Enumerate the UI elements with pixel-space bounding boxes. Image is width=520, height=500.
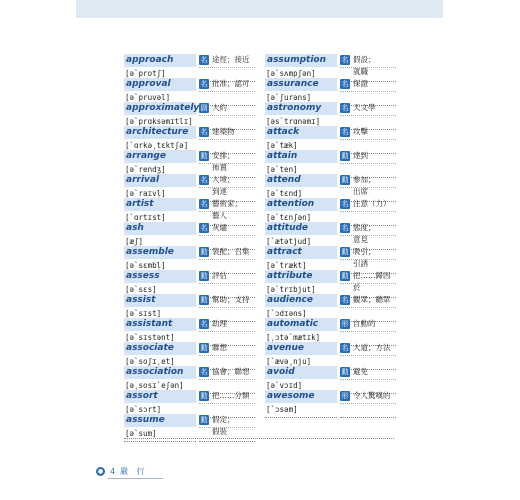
vocab-meaning <box>353 342 399 354</box>
meaning-line: 把……歸因 <box>353 271 391 280</box>
dotted-rule <box>199 187 255 188</box>
vocab-word: approach <box>124 54 196 67</box>
vocab-meaning <box>353 318 399 330</box>
meaning-line: 安排； <box>212 151 235 160</box>
vocab-meaning <box>212 174 258 198</box>
dotted-rule <box>199 403 255 404</box>
vocab-word: associate <box>124 342 196 355</box>
part-of-speech-badge: 名 <box>341 128 349 136</box>
vocab-entry <box>265 318 396 342</box>
dotted-rule <box>340 163 396 164</box>
vocab-phonetic: [`ætətjud] <box>266 237 312 246</box>
meaning-line: 批准；認可 <box>212 79 250 88</box>
part-of-speech-badge: 名 <box>200 320 208 328</box>
part-of-speech-badge: 名 <box>200 80 208 88</box>
vocab-word: attain <box>265 150 337 163</box>
word-column-left <box>124 54 255 438</box>
part-of-speech-badge: 形 <box>341 392 349 400</box>
vocab-meaning <box>353 270 399 294</box>
vocab-word: audience <box>265 294 337 307</box>
dotted-rule <box>199 427 255 428</box>
vocab-meaning <box>212 102 258 114</box>
vocab-meaning <box>212 366 258 378</box>
vocab-phonetic: [ə`sɛmbḷ] <box>125 261 166 270</box>
dotted-rule <box>199 211 255 212</box>
part-of-speech-badge: 名 <box>341 296 349 304</box>
footer-underline <box>108 478 163 479</box>
vocab-word: association <box>124 366 196 379</box>
vocab-phonetic: [əs`trɑnəmɪ] <box>266 117 321 126</box>
vocab-entry <box>124 318 255 342</box>
vocab-entry <box>265 198 396 222</box>
vocab-word: artist <box>124 198 196 211</box>
vocab-phonetic: [ə`sʌmpʃən] <box>266 69 316 78</box>
vocab-word: awesome <box>265 390 337 403</box>
meaning-line: 天文學 <box>353 103 376 112</box>
meaning-line: 幫助；支持 <box>212 295 250 304</box>
meaning-line: 態度； <box>353 223 376 232</box>
meaning-line: 吸引； <box>353 247 376 256</box>
vocab-entry <box>124 342 255 366</box>
part-of-speech-badge: 名 <box>341 224 349 232</box>
footer-bullet-icon: ● <box>97 468 104 475</box>
meaning-line: 裝配；召集 <box>212 247 250 256</box>
part-of-speech-badge: 名 <box>200 200 208 208</box>
vocab-word: approval <box>124 78 196 91</box>
part-of-speech-badge: 副 <box>200 104 208 112</box>
vocab-entry <box>124 174 255 198</box>
vocab-phonetic: [ə`vɔɪd] <box>266 381 303 390</box>
vocab-entry <box>265 222 396 246</box>
bottom-divider <box>124 438 394 439</box>
vocab-phonetic: [ə`sɪst] <box>125 309 162 318</box>
meaning-line: 假設； <box>353 55 376 64</box>
part-of-speech-badge: 名 <box>341 344 349 352</box>
vocab-word: architecture <box>124 126 196 139</box>
dotted-rule <box>340 259 396 260</box>
vocab-entry <box>124 366 255 390</box>
meaning-line: 協會；聯想 <box>212 367 250 376</box>
meaning-line: 到達 <box>212 187 227 196</box>
vocab-entry <box>265 54 396 78</box>
vocab-meaning <box>212 126 258 138</box>
vocab-phonetic: [ə`ten] <box>266 165 298 174</box>
meaning-line: 於 <box>353 283 361 292</box>
vocab-meaning <box>212 198 258 222</box>
vocab-phonetic: [͵ɔtə`mætɪk] <box>266 333 321 342</box>
vocab-entry <box>265 246 396 270</box>
vocab-phonetic: [`ɔdɪəns] <box>266 309 307 318</box>
vocab-word: avoid <box>265 366 337 379</box>
vocab-entry <box>124 246 255 270</box>
dotted-rule <box>199 91 255 92</box>
vocab-entry <box>265 174 396 198</box>
dotted-rule <box>340 307 396 308</box>
vocab-word: attend <box>265 174 337 187</box>
dotted-rule <box>340 379 396 380</box>
vocab-word: approximately <box>126 103 200 113</box>
meaning-line: 引誘 <box>353 259 368 268</box>
vocab-word: assist <box>124 294 196 307</box>
dotted-rule <box>199 331 255 332</box>
vocab-entry <box>124 78 255 102</box>
word-column-right <box>265 54 396 414</box>
part-of-speech-badge: 動 <box>200 344 208 352</box>
dotted-rule <box>340 283 396 284</box>
part-of-speech-badge: 動 <box>341 176 349 184</box>
meaning-line: 參加； <box>353 175 376 184</box>
vocab-meaning <box>353 54 399 78</box>
dotted-rule <box>199 235 255 236</box>
meaning-line: 自動的 <box>353 319 376 328</box>
vocab-meaning <box>353 102 399 114</box>
meaning-line: 建築物 <box>212 127 235 136</box>
meaning-line: 把……分類 <box>212 391 250 400</box>
meaning-line: 出席 <box>353 187 368 196</box>
part-of-speech-badge: 名 <box>200 368 208 376</box>
vocab-meaning <box>212 246 258 258</box>
part-of-speech-badge: 動 <box>200 272 208 280</box>
vocab-meaning <box>212 270 258 282</box>
meaning-line: 藝術家； <box>212 199 242 208</box>
vocab-word: assistant <box>124 318 196 331</box>
vocab-word: attack <box>265 126 337 139</box>
vocab-word: assemble <box>124 246 196 259</box>
vocab-meaning <box>353 246 399 270</box>
vocab-word: assort <box>124 390 196 403</box>
vocab-word: arrival <box>124 174 196 187</box>
dotted-rule <box>199 379 255 380</box>
meaning-line: 佈置 <box>212 163 227 172</box>
meaning-line: 令人驚嘆的 <box>353 391 391 400</box>
vocab-entry <box>124 414 255 438</box>
vocab-entry <box>124 102 255 126</box>
vocab-word: ash <box>124 222 196 235</box>
part-of-speech-badge: 名 <box>341 200 349 208</box>
meaning-line: 聯想 <box>212 343 227 352</box>
meaning-line: 觀眾；聽眾 <box>353 295 391 304</box>
part-of-speech-badge: 形 <box>341 320 349 328</box>
meaning-line: 就職 <box>353 67 368 76</box>
vocab-entry <box>265 126 396 150</box>
dotted-rule <box>340 187 396 188</box>
vocab-meaning <box>353 390 399 402</box>
vocab-meaning <box>353 150 399 162</box>
meaning-line: 入境； <box>212 175 235 184</box>
meaning-line: 藝人 <box>212 211 227 220</box>
vocab-entry <box>124 390 255 414</box>
part-of-speech-badge: 動 <box>341 272 349 280</box>
vocab-entry <box>265 366 396 390</box>
vocab-phonetic: [ə`raɪvḷ] <box>125 189 166 198</box>
meaning-line: 注意（力） <box>353 199 391 208</box>
vocab-word: attract <box>265 246 337 259</box>
vocab-meaning <box>212 150 258 174</box>
part-of-speech-badge: 動 <box>200 392 208 400</box>
vocab-phonetic: [æʃ] <box>125 237 144 246</box>
vocab-phonetic: [ə`sɔrt] <box>125 405 162 414</box>
vocab-word: automatic <box>265 318 337 331</box>
vocab-entry <box>265 342 396 366</box>
part-of-speech-badge: 名 <box>341 56 349 64</box>
vocab-word: astronomy <box>265 102 337 115</box>
part-of-speech-badge: 名 <box>341 104 349 112</box>
dotted-rule <box>199 283 255 284</box>
part-of-speech-badge: 動 <box>341 368 349 376</box>
vocab-word: attribute <box>265 270 337 283</box>
vocab-word: assess <box>124 270 196 283</box>
part-of-speech-badge: 動 <box>341 248 349 256</box>
vocab-meaning <box>212 390 258 402</box>
vocab-word: assume <box>124 414 196 427</box>
vocab-entry <box>124 270 255 294</box>
vocab-phonetic: [ə`rendʒ] <box>125 165 166 174</box>
vocab-meaning <box>353 294 399 306</box>
vocab-word: arrange <box>124 150 196 163</box>
vocab-word: avenue <box>265 342 337 355</box>
vocab-phonetic: [ə`soʃɪ͵et] <box>125 357 175 366</box>
part-of-speech-badge: 動 <box>341 152 349 160</box>
vocab-phonetic: [ə`sum] <box>125 429 157 438</box>
dotted-rule <box>340 91 396 92</box>
footer-title: 嚴 行 <box>120 467 148 476</box>
dotted-rule <box>124 441 196 442</box>
page-number: 4 <box>110 467 116 476</box>
meaning-line: 意見 <box>353 235 368 244</box>
vocab-phonetic: [ə`prɑksəmɪtlɪ] <box>125 117 193 126</box>
vocab-meaning <box>212 78 258 90</box>
page-footer <box>96 465 162 479</box>
vocab-phonetic: [`ævə͵nju] <box>266 357 312 366</box>
part-of-speech-badge: 動 <box>200 152 208 160</box>
vocab-word: attention <box>265 198 337 211</box>
part-of-speech-badge: 動 <box>200 416 208 424</box>
vocab-word: attitude <box>265 222 337 235</box>
meaning-line: 助理 <box>212 319 227 328</box>
meaning-line: 保證 <box>353 79 368 88</box>
meaning-line: 評估 <box>212 271 227 280</box>
part-of-speech-badge: 名 <box>341 80 349 88</box>
vocab-meaning <box>353 222 399 246</box>
vocab-phonetic: [ə`pruvəl] <box>125 93 171 102</box>
dotted-rule <box>199 355 255 356</box>
meaning-line: 達到 <box>353 151 368 160</box>
vocab-entry <box>265 150 396 174</box>
vocab-meaning <box>353 78 399 90</box>
meaning-line: 攻擊 <box>353 127 368 136</box>
vocab-entry <box>265 390 396 414</box>
vocab-phonetic: [`ɑrtɪst] <box>125 213 166 222</box>
vocab-entry <box>124 294 255 318</box>
vocab-entry <box>124 198 255 222</box>
dotted-rule <box>340 67 396 68</box>
meaning-line: 避免 <box>353 367 368 376</box>
vocab-entry <box>265 78 396 102</box>
dotted-rule <box>340 139 396 140</box>
vocab-meaning <box>212 342 258 354</box>
vocab-word: assurance <box>265 78 337 91</box>
dotted-rule <box>199 115 255 116</box>
vocab-phonetic: [ə`sɪstənt] <box>125 333 175 342</box>
vocab-entry <box>124 150 255 174</box>
vocab-phonetic: [`ɔsəm] <box>266 405 298 414</box>
part-of-speech-badge: 名 <box>200 128 208 136</box>
part-of-speech-badge: 名 <box>200 56 208 64</box>
vocab-phonetic: [ə`sɛs] <box>125 285 157 294</box>
vocab-phonetic: [ə`trɪbjut] <box>266 285 316 294</box>
vocab-word: assumption <box>265 54 337 67</box>
vocab-meaning <box>212 318 258 330</box>
meaning-line: 大約 <box>212 103 227 112</box>
dotted-rule <box>340 235 396 236</box>
dotted-rule <box>340 355 396 356</box>
meaning-line: 途徑；接近 <box>212 55 250 64</box>
vocab-meaning <box>212 414 258 438</box>
vocab-meaning <box>212 54 258 66</box>
vocab-phonetic: [ə`tɛnʃən] <box>266 213 312 222</box>
dotted-rule <box>340 211 396 212</box>
part-of-speech-badge: 名 <box>200 176 208 184</box>
part-of-speech-badge: 動 <box>200 248 208 256</box>
top-header-band <box>76 0 443 18</box>
part-of-speech-badge: 名 <box>200 224 208 232</box>
vocab-meaning <box>353 366 399 378</box>
vocab-phonetic: [ə`ʃurəns] <box>266 93 312 102</box>
dotted-rule <box>265 417 337 418</box>
dotted-rule <box>199 163 255 164</box>
meaning-line: 大道；方法 <box>353 343 391 352</box>
dotted-rule <box>199 67 255 68</box>
vocab-phonetic: [`ɑrkə͵tɛktʃə] <box>125 141 189 150</box>
vocab-phonetic: [ə`protʃ] <box>125 69 166 78</box>
vocab-entry <box>265 102 396 126</box>
vocab-meaning <box>212 294 258 306</box>
vocab-phonetic: [ə͵sosɪ`eʃən] <box>125 381 184 390</box>
dotted-rule <box>199 259 255 260</box>
dotted-rule <box>340 403 396 404</box>
vocab-entry <box>124 222 255 246</box>
vocab-entry <box>124 126 255 150</box>
vocab-meaning <box>353 174 399 198</box>
meaning-line: 灰燼 <box>212 223 227 232</box>
vocab-phonetic: [ə`trækt] <box>266 261 307 270</box>
vocab-entry <box>124 54 255 78</box>
dotted-rule <box>340 115 396 116</box>
vocab-phonetic: [ə`tɛnd] <box>266 189 303 198</box>
vocab-phonetic: [ə`tæk] <box>266 141 298 150</box>
vocab-meaning <box>212 222 258 234</box>
vocab-meaning <box>353 198 399 210</box>
vocab-entry <box>265 294 396 318</box>
dotted-rule <box>199 139 255 140</box>
dotted-rule <box>340 417 396 418</box>
vocab-entry <box>265 270 396 294</box>
part-of-speech-badge: 動 <box>200 296 208 304</box>
meaning-line: 假裝 <box>212 427 227 436</box>
vocab-meaning <box>353 126 399 138</box>
meaning-line: 假定； <box>212 415 235 424</box>
dotted-rule <box>199 307 255 308</box>
dotted-rule <box>340 331 396 332</box>
dotted-rule <box>199 441 255 442</box>
